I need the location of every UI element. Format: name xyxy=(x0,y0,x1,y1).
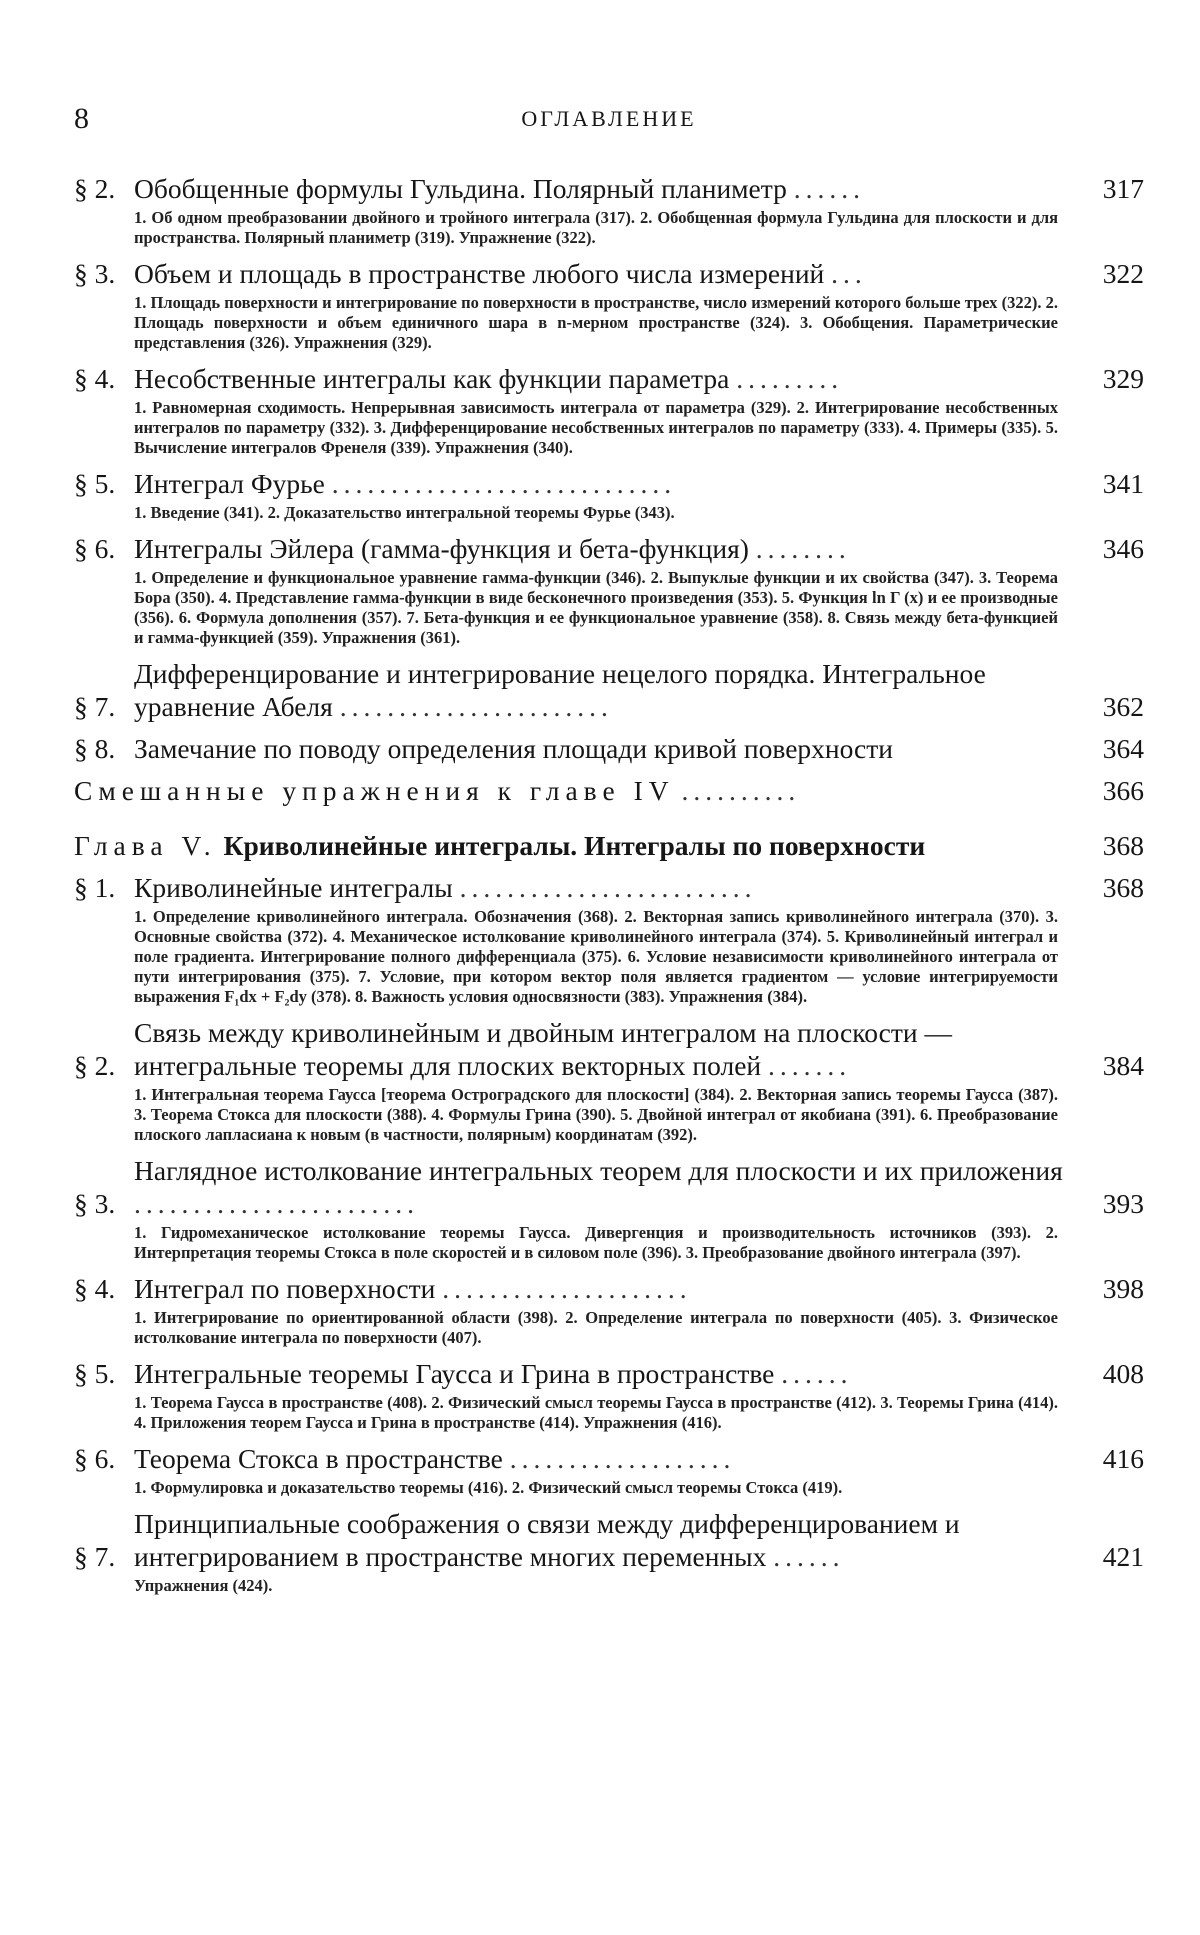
section-number: § 5. xyxy=(74,468,116,499)
section-title: Объем и площадь в пространстве любого числа измерений xyxy=(134,258,825,289)
subsection-list: 1. Определение и функциональное уравнение гамма-функции (346). 2. Выпуклые функции и их свойства (347). 3. Теорема Бора (350). 4. Представление гамма-функции в виде бесконечного произведения (353). 5. Функция ln Γ (x) и ее производные (356). 6. Формула дополнения (357). 7. Бета-функция и ее функциональное уравнение (358). 8. Связь между бета-функцией и гамма-функцией (359). Упражнения (361). xyxy=(134,568,1058,647)
toc-entry: § 5. Интегральные теоремы Гаусса и Грина в пространстве ...... 408 1. Теорема Гаусса в пространстве (408). 2. Физический смысл теоремы Гаусса в пространстве (412). 3. Теоремы Грина (414). 4. Приложения теорем Гаусса и Грина в пространстве (414). Упражнения (416). xyxy=(74,1358,1144,1432)
section-number: § 7. xyxy=(74,691,116,722)
page-reference: 317 xyxy=(1102,173,1144,204)
page-header xyxy=(74,102,1144,142)
toc-entry: § 3. Наглядное истолкование интегральных теорем для плоскости и их приложения ........................ 393 1. Гидромеханическое истолкование теоремы Гаусса. Дивергенция и производительность источников (393). 2. Интерпретация теоремы Стокса в поле скоростей и в силовом поле (396). 3. Преобразование двойного интеграла (397). xyxy=(74,1155,1144,1262)
section-title: Дифференцирование и интегрирование нецелого порядка. Интегральное уравнение Абеля xyxy=(134,658,986,722)
subsection-list: 1. Об одном преобразовании двойного и тройного интеграла (317). 2. Обобщенная формула Гульдина для плоскости и для пространства. Полярный планиметр (319). Упражнение (322). xyxy=(134,208,1058,247)
section-title: Замечание по поводу определения площади кривой поверхности xyxy=(134,733,893,764)
section-title: Интегралы Эйлера (гамма-функция и бета-функция) xyxy=(134,533,749,564)
toc-entry xyxy=(74,732,1144,765)
section-title: Несобственные интегралы как функции параметра xyxy=(134,363,730,394)
page-title: ОГЛАВЛЕНИЕ xyxy=(521,106,697,131)
toc-entry: Смешанные упражнения к главе IV .......... 366 xyxy=(74,775,1144,806)
section-number: § 2. xyxy=(74,173,116,204)
section-title: Интегральные теоремы Гаусса и Грина в пространстве xyxy=(134,1358,775,1389)
subsection-list: 1. Интегральная теорема Гаусса [теорема Остроградского для плоскости] (384). 2. Векторная запись теоремы Гаусса (387). 3. Теорема Стокса для плоскости (388). 4. Формулы Грина (390). 5. Двойной интеграл от якобиана (391). 6. Преобразование плоского лапласиана к новым (в частности, полярным) координатам (392). xyxy=(134,1085,1058,1144)
chapter-title: Криволинейные интегралы. Интегралы по поверхности xyxy=(223,830,926,861)
section-number: § 5. xyxy=(74,1358,116,1389)
page-reference: 416 xyxy=(1102,1443,1144,1474)
section-title: Принципиальные соображения о связи между дифференцированием и интегрированием в пространстве многих переменных xyxy=(134,1508,960,1572)
section-number: § 8. xyxy=(74,733,116,764)
section-number: § 6. xyxy=(74,533,116,564)
subsection-list: 1. Равномерная сходимость. Непрерывная зависимость интеграла от параметра (329). 2. Интегрирование несобственных интегралов по параметру (332). 3. Дифференцирование несобственных интегралов по параметру (333). 4. Примеры (335). 5. Вычисление интегралов Френеля (339). Упражнения (340). xyxy=(134,398,1058,457)
section-title: Связь между криволинейным и двойным интегралом на плоскости — интегральные теоремы для плоских векторных полей xyxy=(134,1017,952,1081)
toc-entry: § 7. Дифференцирование и интегрирование нецелого порядка. Интегральное уравнение Абеля ....................... 362 xyxy=(74,658,1144,722)
section-title: Смешанные упражнения к главе IV xyxy=(74,775,675,806)
section-number: § 2. xyxy=(74,1050,116,1081)
page-reference: 322 xyxy=(1102,258,1144,289)
section-number: § 3. xyxy=(74,258,116,289)
section-title: Интеграл Фурье xyxy=(134,468,325,499)
toc-entry: § 4. Интеграл по поверхности ..................... 398 1. Интегрирование по ориентированной области (398). 2. Определение интеграла по поверхности (405). 3. Физическое истолкование интеграла по поверхности (407). xyxy=(74,1273,1144,1347)
toc-entry: § 5. Интеграл Фурье ............................. 341 1. Введение (341). 2. Доказательство интегральной теоремы Фурье (343). xyxy=(74,468,1144,522)
subsection-list: 1. Интегрирование по ориентированной области (398). 2. Определение интеграла по поверхности (405). 3. Физическое истолкование интеграла по поверхности (407). xyxy=(134,1308,1058,1347)
section-title: Наглядное истолкование интегральных теорем для плоскости и их приложения xyxy=(134,1155,1063,1186)
toc-entry: § 6. Интегралы Эйлера (гамма-функция и бета-функция) ........ 346 1. Определение и функциональное уравнение гамма-функции (346). 2. Выпуклые функции и их свойства (347). 3. Теорема Бора (350). 4. Представление гамма-функции в виде бесконечного произведения (353). 5. Функция ln Γ (x) и ее производные (356). 6. Формула дополнения (357). 7. Бета-функция и ее функциональное уравнение (358). 8. Связь между бета-функцией и гамма-функцией (359). Упражнения (361). xyxy=(74,533,1144,647)
subsection-list: Упражнения (424). xyxy=(134,1576,273,1595)
page-reference: 384 xyxy=(1102,1050,1144,1081)
page-reference: 368 xyxy=(1102,872,1144,903)
page-reference: 408 xyxy=(1102,1358,1144,1389)
toc-entry: § 3. Объем и площадь в пространстве любого числа измерений ... 322 1. Площадь поверхности и интегрирование по поверхности в пространстве, число измерений которого больше трех (322). 2. Площадь поверхности и объем единичного шара в n-мерном пространстве (324). 3. Обобщения. Параметрические представления (326). Упражнения (329). xyxy=(74,258,1144,352)
page-reference: 364 xyxy=(1102,733,1144,764)
section-title: Криволинейные интегралы xyxy=(134,872,453,903)
page-reference: 366 xyxy=(1102,775,1144,806)
page-reference: 368 xyxy=(1102,830,1144,861)
toc-entry: § 1. Криволинейные интегралы ......................... 368 1. Определение криволинейного интеграла. Обозначения (368). 2. Векторная запись криволинейного интеграла (370). 3. Основные свойства (372). 4. Механическое истолкование криволинейного интеграла (374). 5. Криволинейный интеграл и поле градиента. Интегрирование полного дифференциала (375). 6. Условие независимости криволинейного интеграла от пути интегрирования (375). 7. Условие, при котором вектор поля является градиентом — условие интегрируемости выражения F₁dx + F₂dy (378). 8. Важность условия односвязности (383). Упражнения (384). xyxy=(74,872,1144,1006)
page-reference: 329 xyxy=(1102,363,1144,394)
page-reference: 362 xyxy=(1102,691,1144,722)
page-reference: 421 xyxy=(1102,1541,1144,1572)
section-title: Обобщенные формулы Гульдина. Полярный планиметр xyxy=(134,173,787,204)
section-number: § 1. xyxy=(74,872,116,903)
page-reference: 346 xyxy=(1102,533,1144,564)
toc-entry: § 2. Связь между криволинейным и двойным интегралом на плоскости — интегральные теоремы для плоских векторных полей ....... 384 1. Интегральная теорема Гаусса [теорема Остроградского для плоскости] (384). 2. Векторная запись теоремы Гаусса (387). 3. Теорема Стокса для плоскости (388). 4. Формулы Грина (390). 5. Двойной интеграл от якобиана (391). 6. Преобразование плоского лапласиана к новым (в частности, полярным) координатам (392). xyxy=(74,1017,1144,1144)
toc-entry: § 7. Принципиальные соображения о связи между дифференцированием и интегрированием в пространстве многих переменных ...... 421 Упражнения (424). xyxy=(74,1508,1144,1595)
table-of-contents xyxy=(74,172,1144,1605)
section-title: Интеграл по поверхности xyxy=(134,1273,436,1304)
toc-chapter-entry xyxy=(74,829,1144,862)
subsection-list: 1. Определение криволинейного интеграла. Обозначения (368). 2. Векторная запись криволинейного интеграла (370). 3. Основные свойства (372). 4. Механическое истолкование криволинейного интеграла (374). 5. Криволинейный интеграл и поле градиента. Интегрирование полного дифференциала (375). 6. Условие независимости криволинейного интеграла от пути интегрирования (375). 7. Условие, при котором вектор поля является градиентом — условие интегрируемости выражения F₁dx + F₂dy (378). 8. Важность условия односвязности (383). Упражнения (384). xyxy=(134,907,1058,1006)
section-number: § 4. xyxy=(74,1273,116,1304)
section-number: § 7. xyxy=(74,1541,116,1572)
subsection-list: 1. Гидромеханическое истолкование теоремы Гаусса. Дивергенция и производительность источников (393). 2. Интерпретация теоремы Стокса в поле скоростей и в силовом поле (396). 3. Преобразование двойного интеграла (397). xyxy=(134,1223,1058,1262)
section-number: § 3. xyxy=(74,1188,116,1219)
section-number: § 4. xyxy=(74,363,116,394)
subsection-list: 1. Теорема Гаусса в пространстве (408). 2. Физический смысл теоремы Гаусса в пространстве (412). 3. Теоремы Грина (414). 4. Приложения теорем Гаусса и Грина в пространстве (414). Упражнения (416). xyxy=(134,1393,1058,1432)
chapter-label: Глава V. xyxy=(74,830,217,861)
page-reference: 341 xyxy=(1102,468,1144,499)
page-reference: 398 xyxy=(1102,1273,1144,1304)
subsection-list: 1. Формулировка и доказательство теоремы (416). 2. Физический смысл теоремы Стокса (419). xyxy=(134,1478,843,1497)
toc-entry: § 2. Обобщенные формулы Гульдина. Полярный планиметр ...... 317 1. Об одном преобразовании двойного и тройного интеграла (317). 2. Обобщенная формула Гульдина для плоскости и для пространства. Полярный планиметр (319). Упражнение (322). xyxy=(74,173,1144,247)
page-reference: 393 xyxy=(1102,1188,1144,1219)
section-title: Теорема Стокса в пространстве xyxy=(134,1443,503,1474)
section-number: § 6. xyxy=(74,1443,116,1474)
toc-entry: § 6. Теорема Стокса в пространстве ................... 416 1. Формулировка и доказательство теоремы (416). 2. Физический смысл теоремы Стокса (419). xyxy=(74,1443,1144,1497)
page-number: 8 xyxy=(74,102,89,135)
subsection-list: 1. Введение (341). 2. Доказательство интегральной теоремы Фурье (343). xyxy=(134,503,675,522)
subsection-list: 1. Площадь поверхности и интегрирование по поверхности в пространстве, число измерений которого больше трех (322). 2. Площадь поверхности и объем единичного шара в n-мерном пространстве (324). 3. Обобщения. Параметрические представления (326). Упражнения (329). xyxy=(134,293,1058,352)
toc-entry: § 4. Несобственные интегралы как функции параметра ......... 329 1. Равномерная сходимость. Непрерывная зависимость интеграла от параметра (329). 2. Интегрирование несобственных интегралов по параметру (332). 3. Дифференцирование несобственных интегралов по параметру (333). 4. Примеры (335). 5. Вычисление интегралов Френеля (339). Упражнения (340). xyxy=(74,363,1144,457)
